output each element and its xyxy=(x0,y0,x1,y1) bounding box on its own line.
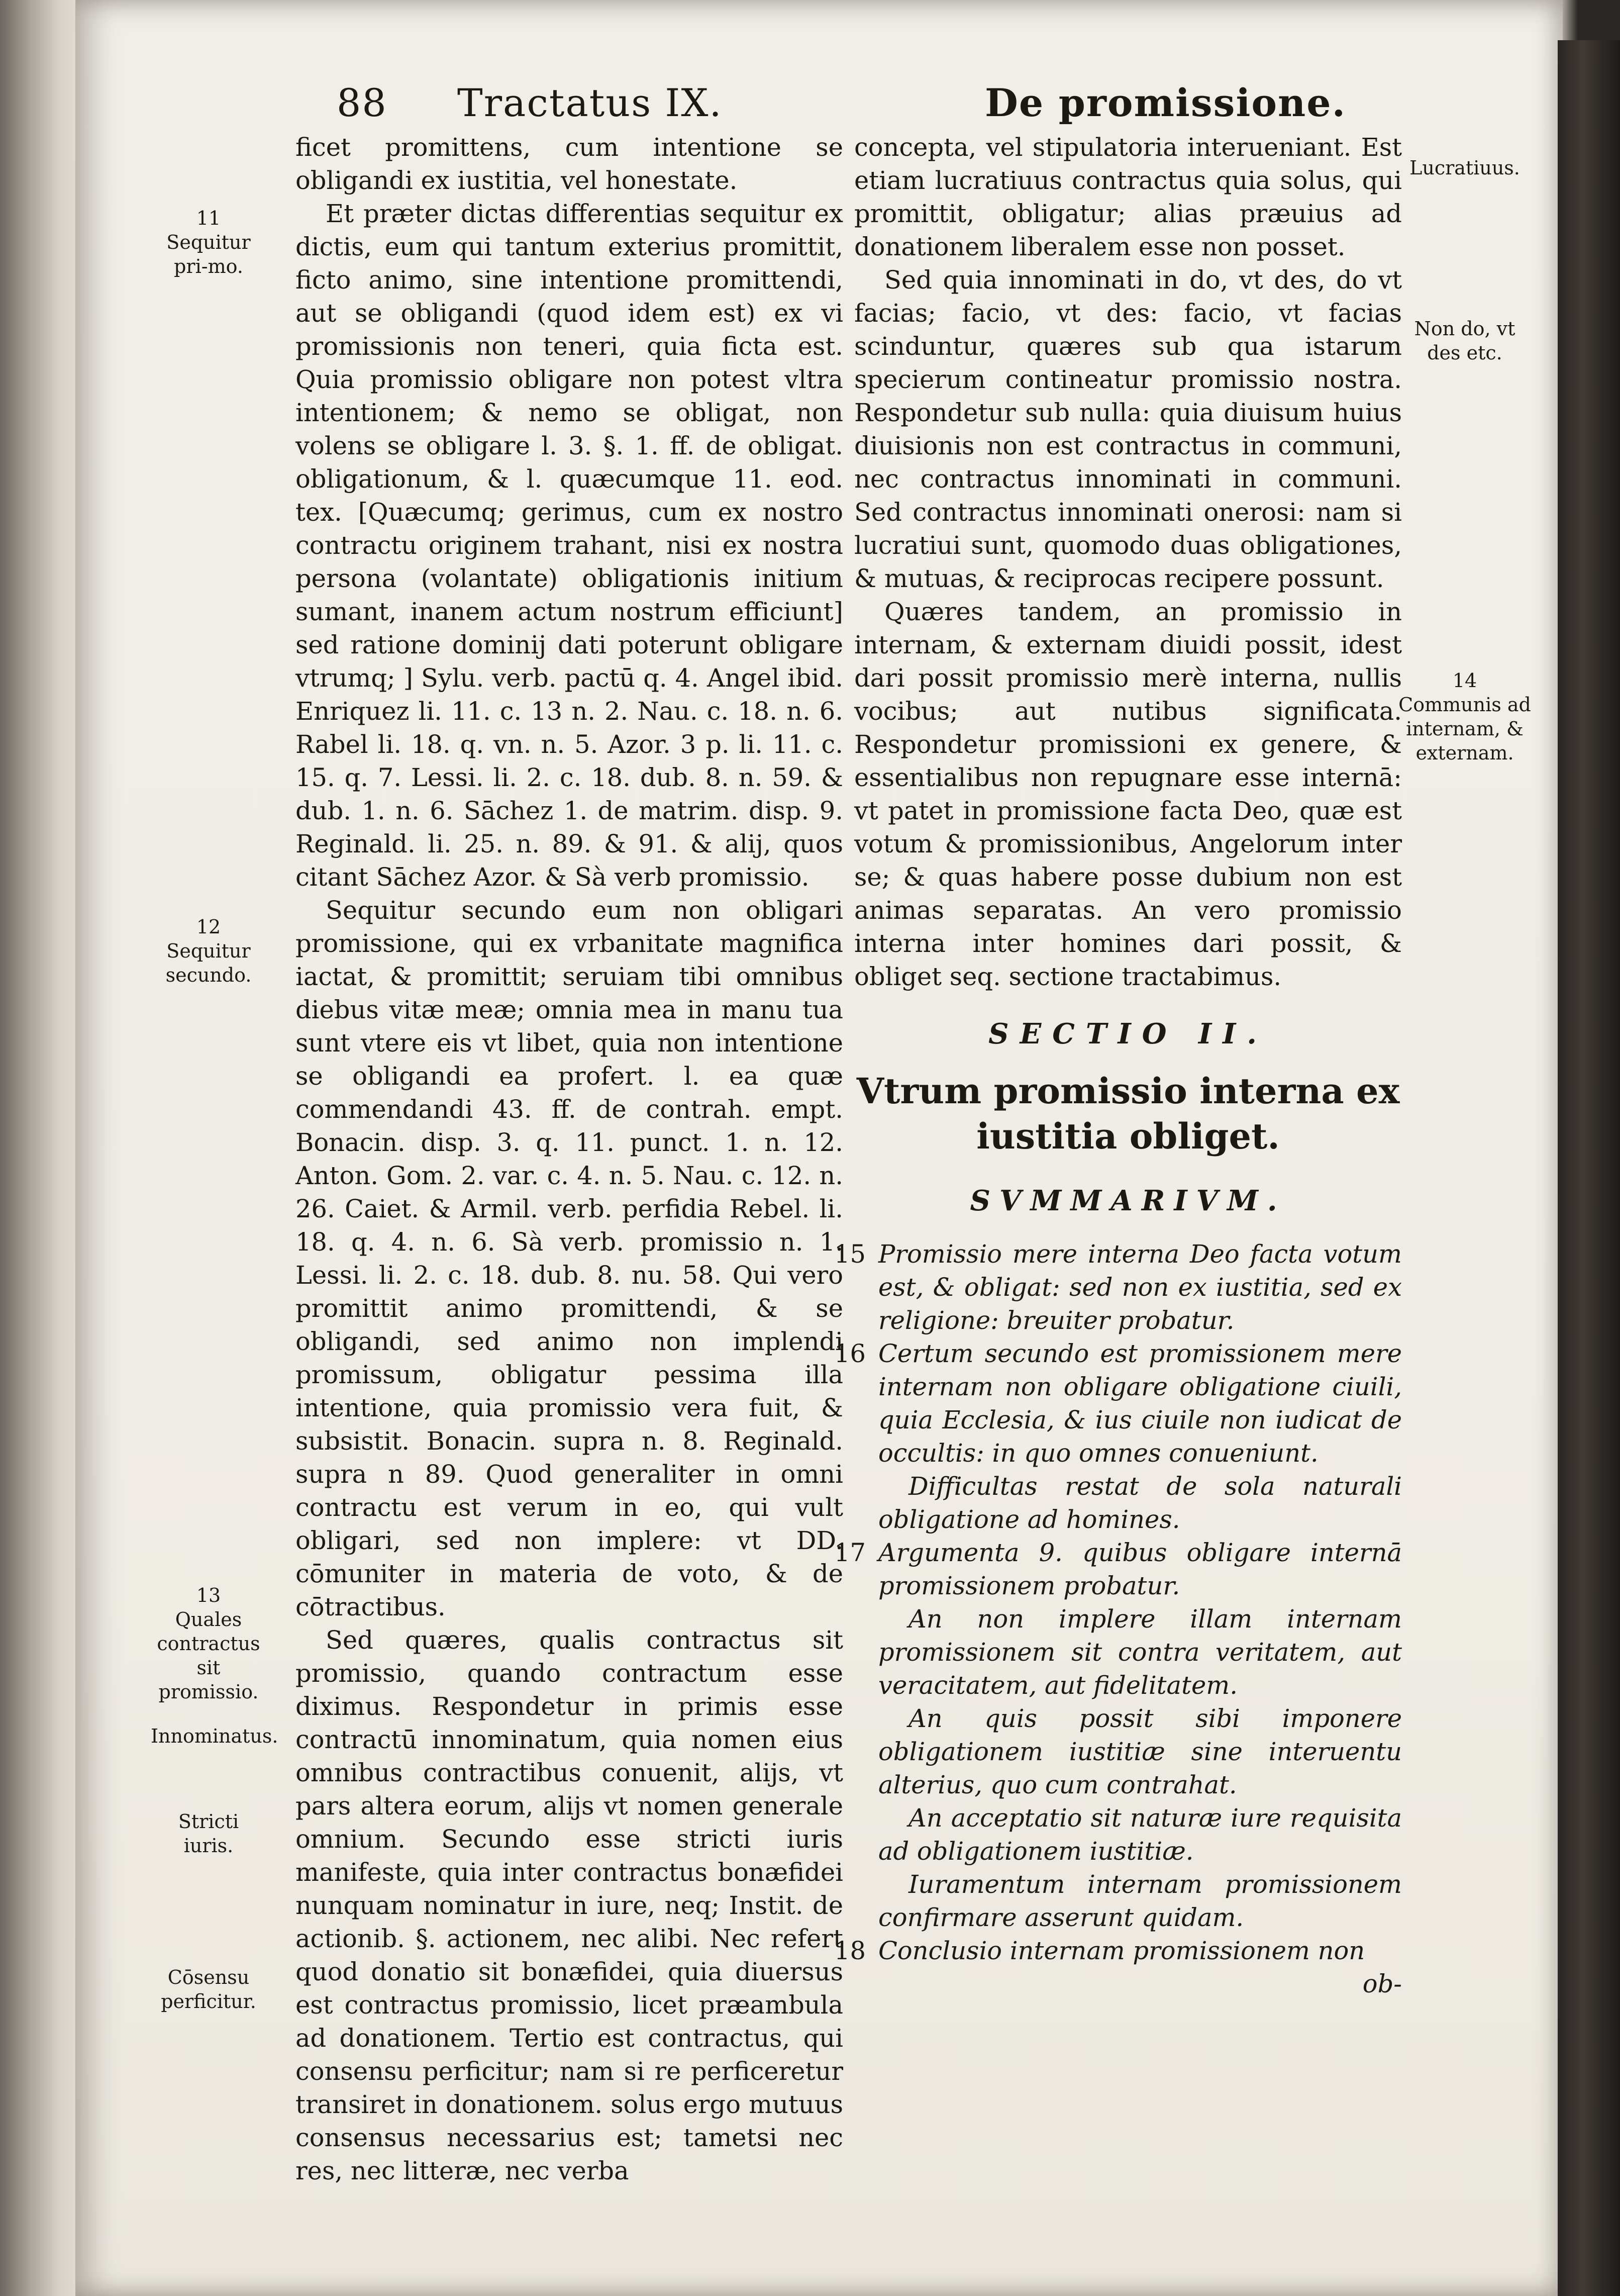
right-text-column xyxy=(834,131,1402,2000)
paragraph: Quæres tandem, an promissio in internam, & externam diuidi possit, idest dari possit promissio merè interna, nullis vocibus; aut nutibus significata. Respondetur promissioni ex genere, & essentialibus non repugnare esse internā: vt patet in promissione facta Deo, quæ est votum & promissionibus, Angelorum inter se; & quas habere posse dubium non est animas separatas. An vero promissio interna inter homines dari possit, & obliget seq. sectione tractabimus. xyxy=(854,597,1402,991)
summary-item: Difficultas restat de sola naturali obligatione ad homines. xyxy=(878,1472,1402,1534)
margin-note-11: 11 Sequitur pri-mo. xyxy=(166,207,251,277)
left-text-column xyxy=(295,131,843,2187)
paragraph: Sequitur secundo eum non obligari promissione, qui ex vrbanitate magnifica iactat, & promittit; seruiam tibi omnibus diebus vitæ meæ; omnia mea in manu tua sunt vtere eis vt libet, quia non intentione se obligandi ea profert. l. ea quæ commendandi 43. ff. de contrah. empt. Bonacin. disp. 3. q. 11. punct. 1. n. 12. Anton. Gom. 2. var. c. 4. n. 5. Nau. c. 12. n. 26. Caiet. & Armil. verb. perfidia Rebel. li. 18. q. 4. n. 6. Sà verb. promissio n. 1. Lessi. li. 2. c. 18. dub. 8. nu. 58. Qui vero promittit animo promittendi, & se obligandi, sed animo non implendi promissum, obligatur pessima illa intentione, quia promissio vera fuit, & subsistit. Bonacin. supra n. 8. Reginald. supra n 89. Quod generaliter in omni contractu est verum in eo, qui vult obligari, sed non implere: vt DD. cōmuniter in materia de voto, & de cōtractibus. xyxy=(295,896,843,1621)
section-title: Vtrum promissio interna ex iustitia obliget. xyxy=(856,1070,1400,1157)
paragraph: Sed quæres, qualis contractus sit promissio, quando contractum esse diximus. Respondetur in primis esse contractū innominatum, quia nomen eius omnibus contractibus conuenit, alijs, vt pars altera eorum, alijs vt nomen generale omnium. Secundo esse stricti iuris manifeste, quia inter contractus bonæfidei nunquam nominatur in iure, neq; Instit. de actionib. §. actionem, nec alibi. Nec refert quod donatio sit bonæfidei, quia diuersus est contractus promissio, licet præambula ad donationem. Tertio est contractus, qui consensu perficitur; nam si re perficeretur transiret in donationem. solus ergo mutuus consensus necessarius est; tametsi nec res, nec litteræ, nec verba xyxy=(295,1625,843,2185)
margin-note-innominatus: Innominatus. xyxy=(151,1725,278,1747)
summary-label: SVMMARIVM. xyxy=(970,1184,1286,1217)
right-running-title: De promissione. xyxy=(985,80,1347,125)
margin-note-consensu: Cōsensu perficitur. xyxy=(161,1966,256,2013)
summary-item: An acceptatio sit naturæ iure requisita ad obligationem iustitiæ. xyxy=(878,1803,1402,1866)
paragraph: ficet promittens, cum intentione se obligandi ex iustitia, vel honestate. xyxy=(295,133,843,195)
page-number: 88 xyxy=(337,80,387,125)
margin-note-14: 14 Communis ad internam, & externam. xyxy=(1398,669,1531,764)
margin-note-non-do: Non do, vt des etc. xyxy=(1414,318,1515,364)
margin-note-12: 12 Sequitur secundo. xyxy=(165,916,252,986)
summary-item: 15 Promissio mere interna Deo facta votum est, & obligat: sed non ex iustitia, sed ex religione: breuiter probatur. xyxy=(834,1239,1402,1335)
summary-item: 16 Certum secundo est promissionem mere internam non obligare obligatione ciuili, quia Ecclesia, & ius ciuile non iudicat de occultis: in quo omnes conueniunt. xyxy=(834,1339,1402,1468)
summary-item: 18 Conclusio internam promissionem non xyxy=(834,1936,1365,1965)
margin-note-lucrativus: Lucratiuus. xyxy=(1409,157,1520,179)
summary-item: Iuramentum internam promissionem confirmare asserunt quidam. xyxy=(878,1870,1402,1932)
summary-item: 17 Argumenta 9. quibus obligare internā promissionem probatur. xyxy=(834,1538,1402,1600)
catchword: ob- xyxy=(1362,1969,1402,1998)
paragraph: Et præter dictas differentias sequitur ex dictis, eum qui tantum exterius promittit, ficto animo, sine intentione promittendi, aut se obligandi (quod idem est) ex vi promissionis non teneri, quia ficta est. Quia promissio obligare non potest vltra intentionem; & nemo se obligat, non volens se obligare l. 3. §. 1. ff. de obligat. obligationum, & l. quæcumque 11. eod. tex. [Quæcumq; gerimus, cum ex nostro contractu originem trahant, nisi ex nostra persona (volantate) obligationis initium sumant, inanem actum nostrum efficiunt] sed ratione dominij dati poterunt obligare vtrumq; ] Sylu. verb. pactū q. 4. Angel ibid. Enriquez li. 11. c. 13 n. 2. Nau. c. 18. n. 6. Rabel li. 18. q. vn. n. 5. Azor. 3 p. li. 11. c. 15. q. 7. Lessi. li. 2. c. 18. dub. 8. n. 59. & dub. 1. n. 6. Sāchez 1. de matrim. disp. 9. Reginald. li. 25. n. 89. & 91. & alij, quos citant Sāchez Azor. & Sà verb promissio. xyxy=(295,199,843,892)
book-spine xyxy=(1558,40,1620,2296)
margin-note-stricti: Stricti iuris. xyxy=(178,1810,239,1857)
margin-note-13: 13 Quales contractus sit promissio. xyxy=(157,1584,260,1703)
left-running-title: Tractatus IX. xyxy=(457,80,723,125)
paragraph: concepta, vel stipulatoria interueniant. Est etiam lucratiuus contractus quia solus, qui promittit, obligatur; alias præuius ad donationem liberalem esse non posset. xyxy=(854,133,1402,261)
paragraph: Sed quia innominati in do, vt des, do vt facias; facio, vt des: facio, vt facias scinduntur, quæres sub qua istarum specierum contineatur promissio nostra. Respondetur sub nulla: quia diuisum huius diuisionis non est contractus in communi, nec contractus innominati in communi. Sed contractus innominati onerosi: nam si lucratiui sunt, quomodo duas obligationes, & mutuas, & reciprocas recipere possunt. xyxy=(854,265,1402,593)
summary-item: An non implere illam internam promissionem sit contra veritatem, aut veracitatem, aut fidelitatem. xyxy=(878,1604,1402,1700)
catchword-line xyxy=(854,1967,1402,2000)
section-label: SECTIO II. xyxy=(988,1017,1268,1050)
summary-item: An quis possit sibi imponere obligationem iustitiæ sine interuentu alterius, quo cum contrahat. xyxy=(878,1704,1402,1799)
